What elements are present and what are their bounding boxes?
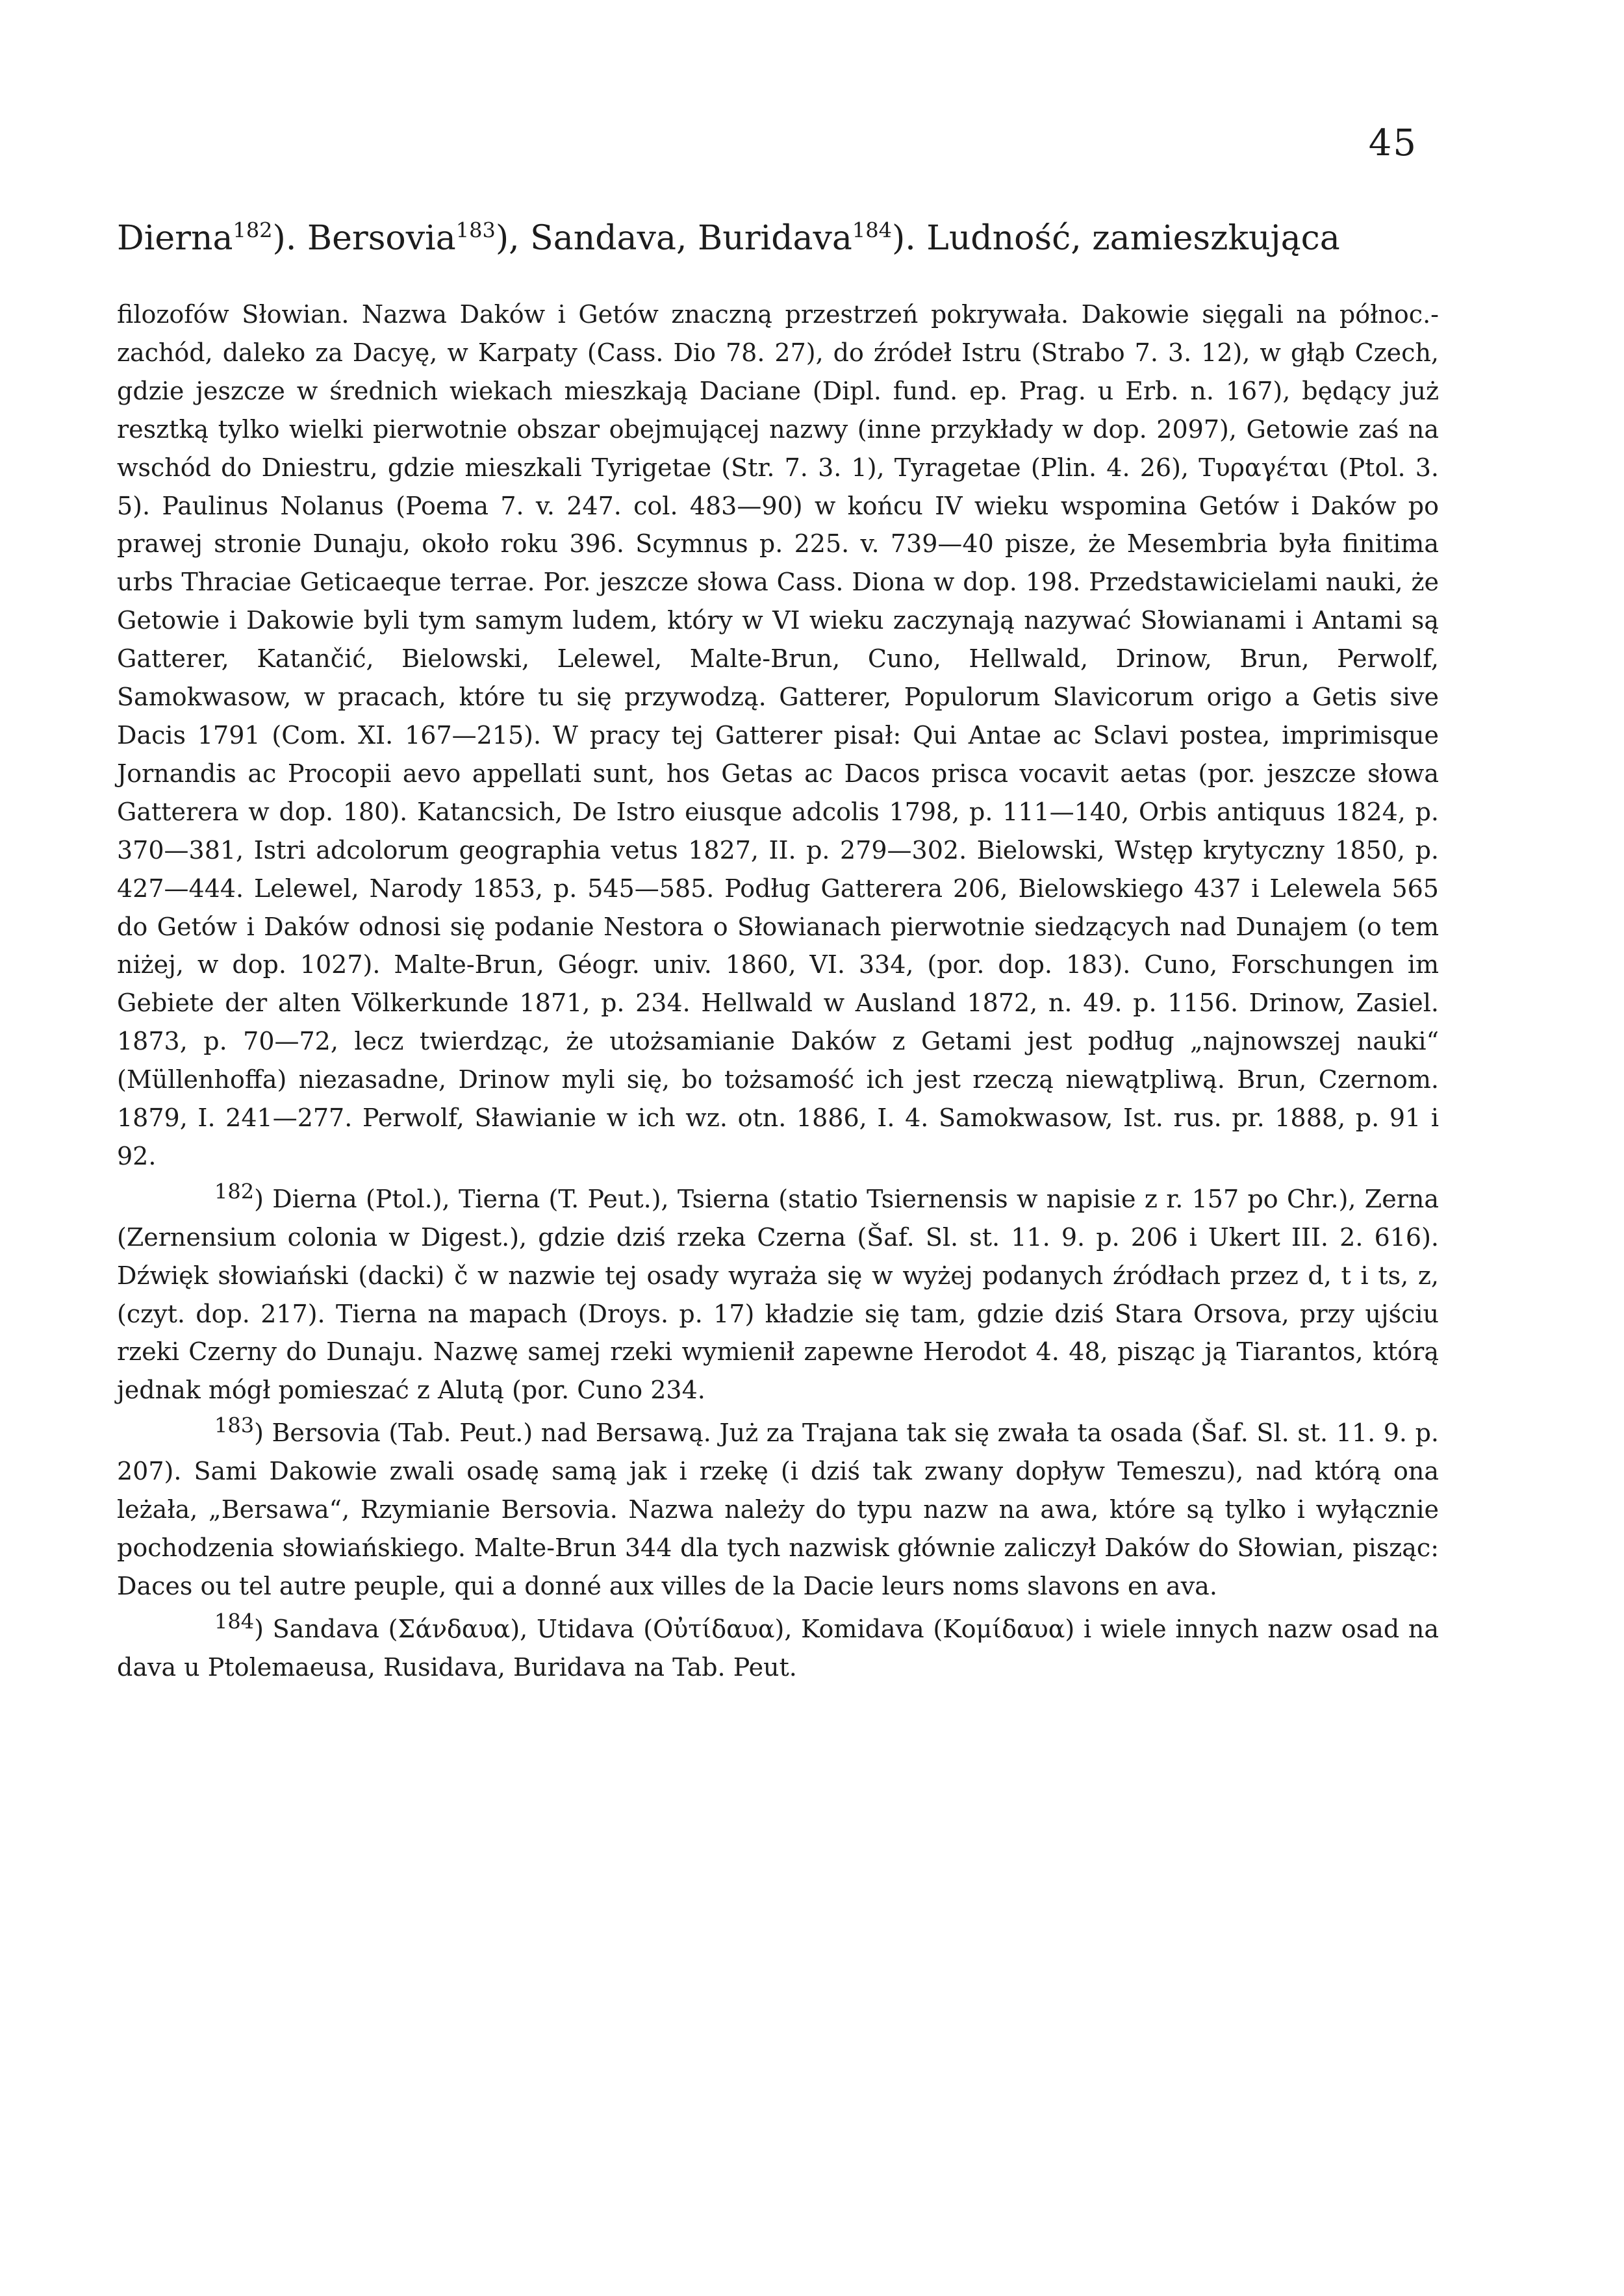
page-number: 45 [1368,122,1417,164]
footnote-ref-182: 182 [233,218,273,243]
footnote-number: 183 [214,1413,255,1438]
heading-word-sandava-buridava: ), Sandava, Buridava [495,219,852,258]
heading-word-bersovia: ). Bersovia [272,219,456,258]
footnote-ref-183: 183 [455,218,496,243]
footnote-text: ) Sandava (Σάνδαυα), Utidava (Οὐτίδαυα), Komidava (Κομίδαυα) i wiele innych nazw osad na dava u Ptolemaeusa, Rusidava, Buridava na Tab. Peut. [117,1614,1439,1682]
body-paragraph: filozofów Słowian. Nazwa Daków i Getów znaczną przestrzeń pokrywała. Dakowie sięgali na północ.-zachód, daleko za Dacyę, w Karpaty (Cass. Dio 78. 27), do źródeł Istru (Strabo 7. 3. 12), w głąb Czech, gdzie jeszcze w średnich wiekach mieszkają Daciane (Dipl. fund. ep. Prag. u Erb. n. 167), będący już resztką tylko wielki pierwotnie obszar obejmującej nazwy (inne przykłady w dop. 2097), Getowie zaś na wschód do Dniestru, gdzie mieszkali Tyrigetae (Str. 7. 3. 1), Tyragetae (Plin. 4. 26), Τυραγέται (Ptol. 3. 5). Paulinus Nolanus (Poema 7. v. 247. col. 483—90) w końcu IV wieku wspomina Getów i Daków po prawej stronie Dunaju, około roku 396. Scymnus p. 225. v. 739—40 pisze, że Mesembria była finitima urbs Thraciae Geticaeque terrae. Por. jeszcze słowa Cass. Diona w dop. 198. Przedstawicielami nauki, że Getowie i Dakowie byli tym samym ludem, który w VI wieku zaczynają nazywać Słowianami i Antami są Gatterer, Katančić, Bielowski, Lelewel, Malte-Brun, Cuno, Hellwald, Drinow, Brun, Perwolf, Samokwasow, w pracach, które tu się przywodzą. Gatterer, Populorum Slavicorum origo a Getis sive Dacis 1791 (Com. XI. 167—215). W pracy tej Gatterer pisał: Qui Antae ac Sclavi postea, imprimisque Jornandis ac Procopii aevo appellati sunt, hos Getas ac Dacos prisca vocavit aetas (por. jeszcze słowa Gatterera w dop. 180). Katancsich, De Istro eiusque adcolis 1798, p. 111—140, Orbis antiquus 1824, p. 370—381, Istri adcolorum geographia vetus 1827, II. p. 279—302. Bielowski, Wstęp krytyczny 1850, p. 427—444. Lelewel, Narody 1853, p. 545—585. Podług Gatterera 206, Bielowskiego 437 i Lelewela 565 do Getów i Daków odnosi się podanie Nestora o Słowianach pierwotnie siedzących nad Dunajem (o tem niżej, w dop. 1027). Malte-Brun, Géogr. univ. 1860, VI. 334, (por. dop. 183). Cuno, Forschungen im Gebiete der alten Völkerkunde 1871, p. 234. Hellwald w Ausland 1872, n. 49. p. 1156. Drinow, Zasiel. 1873, p. 70—72, lecz twierdząc, że utożsamianie Daków z Getami jest podług „najnowszej nauki“ (Müllenhoffa) niezasadne, Drinow myli się, bo tożsamość ich jest rzeczą niewątpliwą. Brun, Czernom. 1879, I. 241—277. Perwolf, Sławianie w ich wz. otn. 1886, I. 4. Samokwasow, Ist. rus. pr. 1888, p. 91 i 92. [117,300,1439,1170]
footnote-text: ) Dierna (Ptol.), Tierna (T. Peut.), Tsierna (statio Tsiernensis w napisie z r. 157 po Chr.), Zerna (Zernensium colonia w Digest.), gdzie dziś rzeka Czerna (Šaf. Sl. st. 11. 9. p. 206 i Ukert III. 2. 616). Dźwięk słowiański (dacki) č w nazwie tej osady wyraża się w wyżej podanych źródłach przez d, t i ts, z, (czyt. dop. 217). Tierna na mapach (Droys. p. 17) kładzie się tam, gdzie dziś Stara Orsova, przy ujściu rzeki Czerny do Dunaju. Nazwę samej rzeki wymienił zapewne Herodot 4. 48, pisząc ją Tiarantos, którą jednak mógł pomieszać z Alutą (por. Cuno 234. [117,1184,1439,1405]
footnote-number: 182 [214,1179,255,1204]
footnote-184 [117,1610,1439,1687]
heading-word-dierna: Dierna [117,219,233,258]
continued-heading-line [117,213,1449,264]
page-text [117,296,1439,1687]
footnote-number: 184 [214,1609,255,1634]
footnote-ref-184: 184 [852,218,892,243]
footnote-text: ) Bersovia (Tab. Peut.) nad Bersawą. Już za Trajana tak się zwała ta osada (Šaf. Sl. st. 11. 9. p. 207). Sami Dakowie zwali osadę samą jak i rzekę (i dziś tak zwany dopływ Temeszu), nad którą ona leżała, „Bersawa“, Rzymianie Bersovia. Nazwa należy do typu nazw na awa, które są tylko i wyłącznie pochodzenia słowiańskiego. Malte-Brun 344 dla tych nazwisk głównie zaliczył Daków do Słowian, pisząc: Daces ou tel autre peuple, qui a donné aux villes de la Dacie leurs noms slavons en ava. [117,1419,1439,1600]
heading-word-ludnosc: ). Ludność, zamieszkująca [891,219,1340,258]
footnote-183 [117,1414,1439,1606]
footnote-182 [117,1180,1439,1409]
